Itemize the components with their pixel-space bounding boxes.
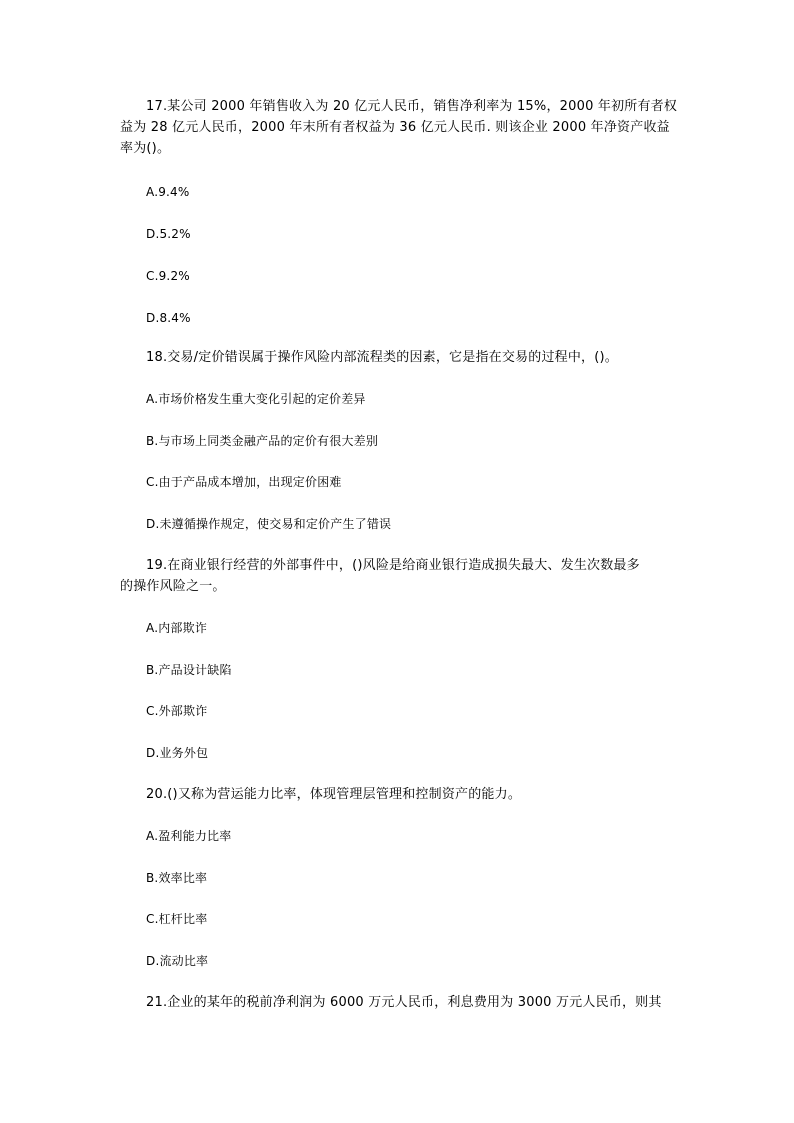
question-21-line-1: 21.企业的某年的税前净利润为 6000 万元人民币，利息费用为 3000 万元人民币，则其 xyxy=(146,995,662,1010)
question-20-option-2: B.效率比率 xyxy=(146,871,208,885)
question-20-option-4: D.流动比率 xyxy=(146,954,209,968)
question-19-line-1: 19.在商业银行经营的外部事件中，()风险是给商业银行造成损失最大、发生次数最多 xyxy=(146,558,640,573)
question-20-option-3: C.杠杆比率 xyxy=(146,912,208,926)
question-18-option-3: C.由于产品成本增加，出现定价困难 xyxy=(146,475,342,489)
question-17-line-2: 益为 28 亿元人民币，2000 年末所有者权益为 36 亿元人民币. 则该企业 2000 年净资产收益 xyxy=(120,120,670,135)
question-18-option-4: D.未遵循操作规定，使交易和定价产生了错误 xyxy=(146,517,392,531)
question-18-option-1: A.市场价格发生重大变化引起的定价差异 xyxy=(146,392,366,406)
question-19-option-4: D.业务外包 xyxy=(146,746,209,760)
question-17-line-1: 17.某公司 2000 年销售收入为 20 亿元人民币，销售净利率为 15%，2000 年初所有者权 xyxy=(146,99,678,114)
question-19-option-2: B.产品设计缺陷 xyxy=(146,663,232,677)
question-20-option-1: A.盈利能力比率 xyxy=(146,829,232,843)
question-20-line-1: 20.()又称为营运能力比率，体现管理层管理和控制资产的能力。 xyxy=(146,787,522,802)
question-19-option-3: C.外部欺诈 xyxy=(146,704,208,718)
question-18-option-2: B.与市场上同类金融产品的定价有很大差别 xyxy=(146,434,379,448)
question-17-option-2: D.5.2% xyxy=(146,227,191,241)
question-17-line-3: 率为()。 xyxy=(120,141,171,156)
question-19-line-2: 的操作风险之一。 xyxy=(120,579,226,594)
question-19-option-1: A.内部欺诈 xyxy=(146,621,208,635)
question-17-option-1: A.9.4% xyxy=(146,185,190,199)
question-17-option-3: C.9.2% xyxy=(146,269,190,283)
question-17-option-4: D.8.4% xyxy=(146,311,191,325)
question-18-line-1: 18.交易/定价错误属于操作风险内部流程类的因素，它是指在交易的过程中，()。 xyxy=(146,350,618,365)
